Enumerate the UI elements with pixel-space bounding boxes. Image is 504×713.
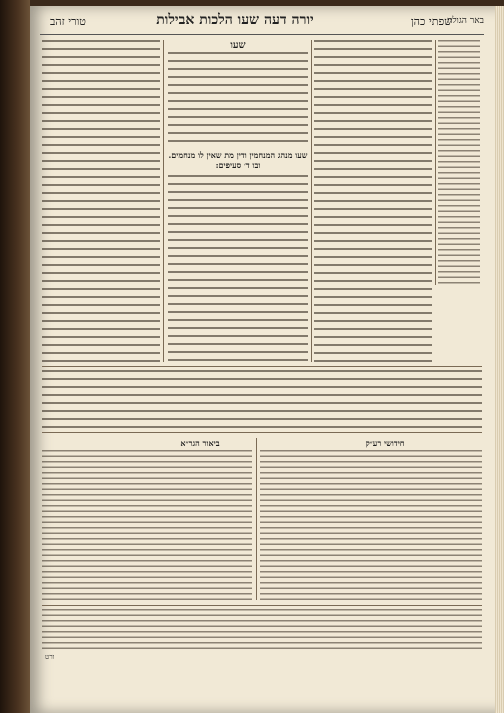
page-mark: ורט — [45, 653, 55, 661]
main-text-top — [168, 52, 308, 147]
page-header — [40, 12, 484, 34]
main-text-body — [168, 175, 308, 362]
topic-heading: שעו מנהג המנחמין ודין מת שאין לו מנחמים. ובו ד׳ סעיפים: — [168, 150, 308, 170]
text-lines — [168, 175, 308, 362]
running-head: שפתי כהן — [410, 15, 452, 28]
column-divider — [163, 40, 164, 362]
text-lines — [260, 450, 482, 600]
text-lines — [438, 40, 480, 285]
column-divider — [311, 40, 312, 362]
beer-hagolah-column — [438, 40, 480, 285]
section-heading — [168, 40, 308, 51]
siman-number: שעו — [230, 40, 246, 51]
lower-text-block — [42, 370, 482, 428]
page-edge — [495, 6, 504, 713]
text-lines — [42, 450, 252, 600]
text-lines — [42, 40, 160, 362]
text-lines — [168, 52, 308, 147]
section-divider — [42, 366, 482, 367]
left-running-head: טורי זהב — [50, 15, 86, 28]
page-title: יורה דעה שעו הלכות אבילות — [156, 12, 314, 28]
rae-label: חידושי רע״ק — [365, 438, 405, 448]
gra-label: ביאור הגר״א — [180, 438, 220, 448]
header-rule — [40, 34, 484, 35]
section-divider — [42, 605, 482, 606]
taz-column — [42, 40, 160, 362]
footnotes-block — [42, 609, 482, 653]
text-lines — [314, 40, 432, 362]
text-lines — [42, 609, 482, 653]
gra-commentary — [42, 450, 252, 600]
book-spine — [0, 0, 30, 713]
column-divider — [435, 40, 436, 285]
far-right-head: באר הגולה — [447, 16, 484, 26]
rae-commentary — [260, 450, 482, 600]
shach-column — [314, 40, 432, 362]
text-lines — [42, 370, 482, 428]
column-divider — [256, 438, 257, 600]
section-divider — [42, 432, 482, 433]
